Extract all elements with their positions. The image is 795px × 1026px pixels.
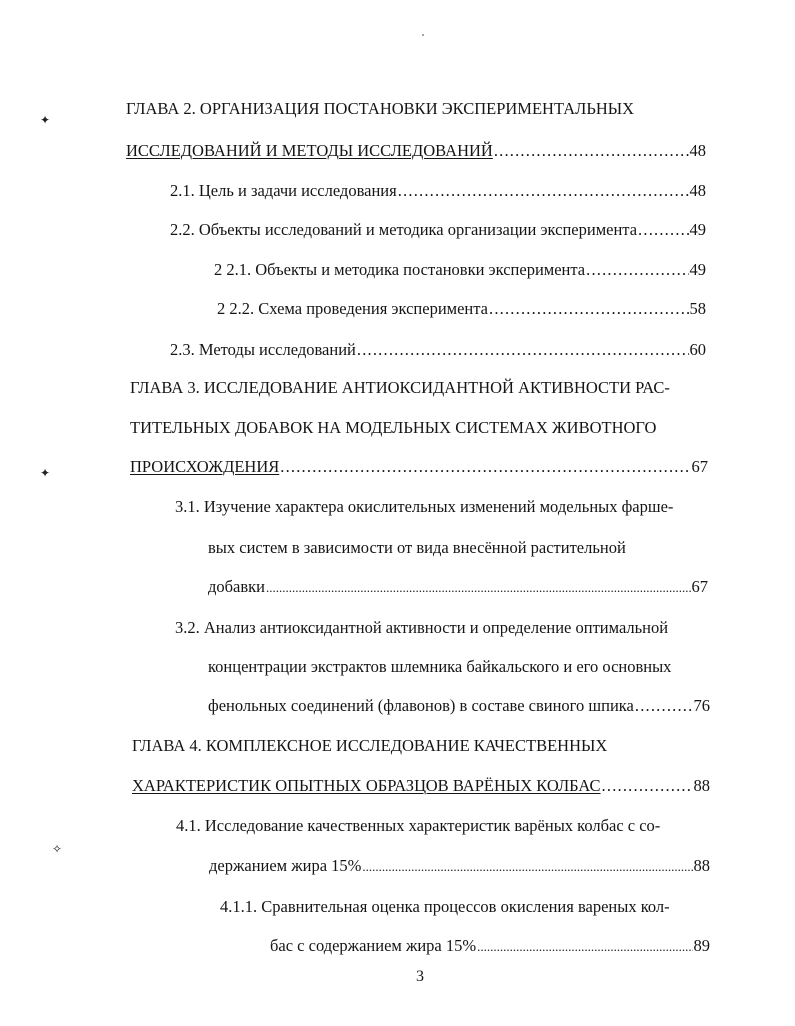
toc-section-3-1-line-3 bbox=[208, 576, 708, 599]
toc-section-3-1-line-1 bbox=[175, 496, 673, 518]
toc-chapter-4-line-2 bbox=[132, 775, 710, 797]
toc-chapter-3-line-1 bbox=[130, 377, 670, 399]
toc-section-3-2-line-1 bbox=[175, 617, 668, 639]
toc-section-3-2-title-1: 3.2. Анализ антиоксидантной активности и определение оптимальной bbox=[175, 618, 669, 637]
toc-section-4-1-1-title-1: 4.1.1. Сравнительная оценка процессов окисления вареных кол- bbox=[220, 897, 670, 916]
toc-section-4-1-1-line-2 bbox=[270, 935, 710, 958]
toc-chapter-4-page: 88 bbox=[693, 776, 710, 795]
toc-section-2-2 bbox=[170, 219, 706, 241]
toc-section-2-2-1-title: 2 2.1. Объекты и методика постановки эксперимента bbox=[214, 260, 586, 279]
toc-section-3-1-page: 67 bbox=[691, 577, 708, 596]
toc-section-4-1-1-title-2: бас с содержанием жира 15% bbox=[270, 936, 477, 955]
toc-section-4-1-title-1: 4.1. Исследование качественных характеристик варёных колбас с со- bbox=[176, 816, 661, 835]
toc-section-3-2-line-3 bbox=[208, 695, 710, 717]
toc-section-2-2-2-title: 2 2.2. Схема проведения эксперимента bbox=[217, 299, 488, 318]
toc-leader bbox=[362, 856, 692, 878]
toc-chapter-4-line-1 bbox=[132, 735, 607, 757]
toc-chapter-4-title-2: ХАРАКТЕРИСТИК ОПЫТНЫХ ОБРАЗЦОВ ВАРЁНЫХ КОЛБАС bbox=[132, 776, 601, 795]
toc-section-2-3 bbox=[170, 339, 706, 361]
toc-section-4-1-1-line-1 bbox=[220, 896, 670, 918]
scan-dot bbox=[422, 34, 424, 36]
toc-leader bbox=[494, 140, 689, 162]
toc-chapter-3-title-3: ПРОИСХОЖДЕНИЯ bbox=[130, 457, 280, 476]
page-number: 3 bbox=[416, 968, 424, 985]
toc-section-2-3-page: 60 bbox=[689, 340, 706, 359]
toc-section-2-2-page: 49 bbox=[689, 220, 706, 239]
toc-chapter-2-title-2: ИССЛЕДОВАНИЙ И МЕТОДЫ ИССЛЕДОВАНИЙ bbox=[126, 141, 493, 160]
toc-chapter-4-title-1: ГЛАВА 4. КОМПЛЕКСНОЕ ИССЛЕДОВАНИЕ КАЧЕСТВЕННЫХ bbox=[132, 736, 608, 755]
toc-leader bbox=[398, 180, 689, 202]
toc-section-4-1-line-1 bbox=[176, 815, 660, 837]
toc-section-2-1-title: 2.1. Цель и задачи исследования bbox=[170, 181, 397, 200]
toc-leader bbox=[586, 259, 688, 281]
toc-section-3-1-title-2: вых систем в зависимости от вида внесённой растительной bbox=[208, 538, 626, 557]
toc-section-3-2-page: 76 bbox=[693, 696, 710, 715]
scan-speck-2: ✦ bbox=[40, 466, 51, 480]
toc-chapter-3-title-1: ГЛАВА 3. ИССЛЕДОВАНИЕ АНТИОКСИДАНТНОЙ АКТИВНОСТИ РАС- bbox=[130, 378, 670, 397]
toc-section-2-2-2 bbox=[217, 298, 706, 320]
toc-leader bbox=[635, 695, 693, 717]
toc-section-3-2-title-2: концентрации экстрактов шлемника байкальского и его основных bbox=[208, 657, 672, 676]
toc-section-4-1-line-2 bbox=[209, 855, 710, 878]
toc-chapter-2-title-1: ГЛАВА 2. ОРГАНИЗАЦИЯ ПОСТАНОВКИ ЭКСПЕРИМЕНТАЛЬНЫХ bbox=[126, 99, 635, 118]
toc-section-2-2-2-page: 58 bbox=[689, 299, 706, 318]
scan-speck-1: ✦ bbox=[40, 113, 51, 127]
toc-section-2-1 bbox=[170, 180, 706, 202]
toc-leader bbox=[357, 339, 689, 361]
toc-leader bbox=[280, 456, 690, 478]
toc-chapter-3-line-2 bbox=[130, 417, 656, 439]
scan-speck-3: ✧ bbox=[52, 842, 63, 856]
toc-chapter-2-page: 48 bbox=[689, 141, 706, 160]
toc-chapter-3-line-3 bbox=[130, 456, 708, 478]
toc-chapter-3-page: 67 bbox=[691, 457, 708, 476]
toc-section-3-1-title-1: 3.1. Изучение характера окислительных изменений модельных фарше- bbox=[175, 497, 674, 516]
toc-section-3-1-line-2 bbox=[208, 537, 626, 559]
toc-section-4-1-title-2: держанием жира 15% bbox=[209, 856, 362, 875]
toc-section-4-1-1-page: 89 bbox=[693, 936, 710, 955]
toc-leader bbox=[602, 775, 693, 797]
toc-section-3-1-title-3: добавки bbox=[208, 577, 266, 596]
toc-section-4-1-page: 88 bbox=[693, 856, 710, 875]
toc-leader bbox=[266, 577, 690, 599]
toc-leader bbox=[477, 936, 692, 958]
toc-leader bbox=[489, 298, 689, 320]
toc-chapter-3-title-2: ТИТЕЛЬНЫХ ДОБАВОК НА МОДЕЛЬНЫХ СИСТЕМАХ ЖИВОТНОГО bbox=[130, 418, 657, 437]
toc-section-3-2-title-3: фенольных соединений (флавонов) в составе свиного шпика bbox=[208, 696, 634, 715]
toc-section-2-2-1-page: 49 bbox=[689, 260, 706, 279]
toc-leader bbox=[638, 219, 688, 241]
toc-section-2-2-1 bbox=[214, 259, 706, 281]
toc-chapter-2-line-1 bbox=[126, 98, 634, 120]
toc-section-3-2-line-2 bbox=[208, 656, 671, 678]
toc-section-2-2-title: 2.2. Объекты исследований и методика организации эксперимента bbox=[170, 220, 638, 239]
toc-chapter-2-line-2 bbox=[126, 140, 706, 162]
toc-section-2-3-title: 2.3. Методы исследований bbox=[170, 340, 356, 359]
toc-section-2-1-page: 48 bbox=[689, 181, 706, 200]
